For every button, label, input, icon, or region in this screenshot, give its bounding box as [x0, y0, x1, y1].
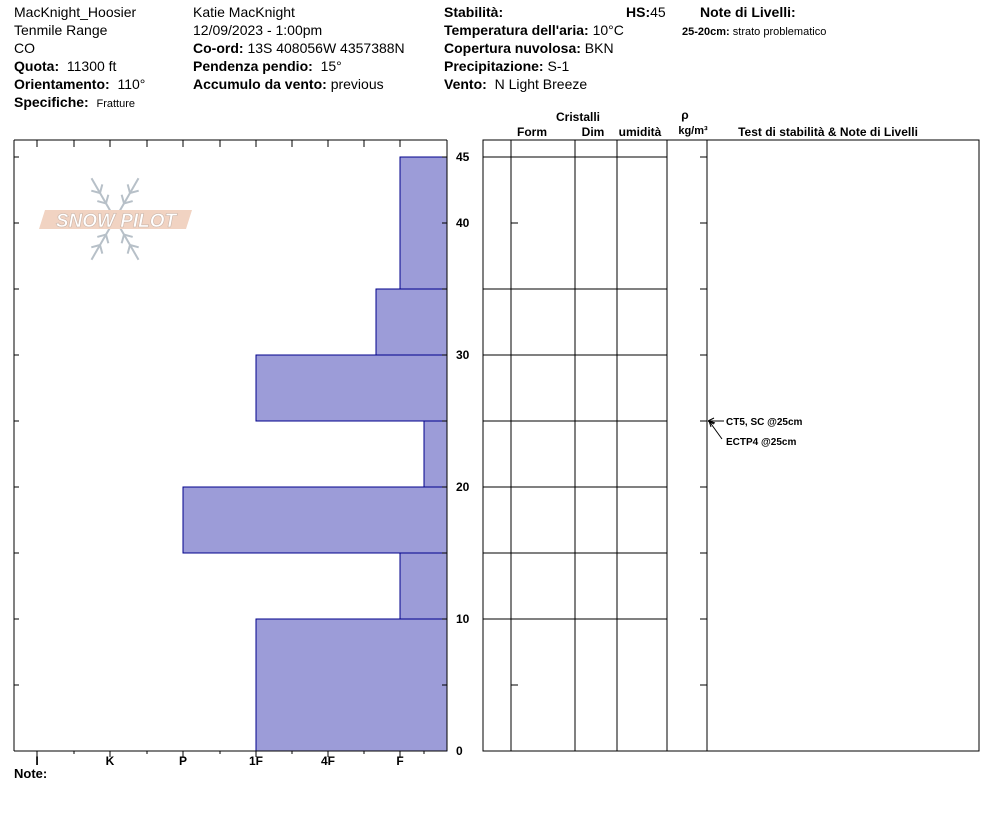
- y-tick-label-40: 40: [456, 216, 470, 230]
- y-tick-label-30: 30: [456, 348, 470, 362]
- x-tick-label-I: I: [35, 754, 39, 768]
- specifics-value: Fratture: [96, 98, 135, 110]
- x-tick-label-4F: 4F: [320, 754, 336, 768]
- elevation-label: Quota:: [14, 58, 60, 74]
- y-tick-label-10: 10: [456, 612, 470, 626]
- col-crystals-heading: Cristalli: [555, 110, 601, 124]
- layer-notes-heading: Note di Livelli:: [700, 4, 796, 20]
- cloud-label: Copertura nuvolosa:: [444, 40, 581, 56]
- col-tests-heading: Test di stabilità & Note di Livelli: [738, 125, 918, 139]
- slope-label: Pendenza pendio:: [193, 58, 313, 74]
- notes-label: Note:: [14, 766, 48, 781]
- hardness-bar-5: [376, 289, 447, 355]
- aspect-value: 110°: [117, 76, 146, 92]
- stability-test-label-1: ECTP4 @25cm: [726, 437, 797, 448]
- y-tick-label-0: 0: [456, 744, 463, 758]
- hs-label: HS:: [626, 4, 651, 20]
- logo-text: SNOW PILOT: [55, 211, 177, 232]
- air-temp-value: 10°C: [592, 22, 624, 38]
- col-dim-heading: Dim: [581, 125, 605, 139]
- hardness-bar-3: [424, 421, 447, 487]
- precip-label: Precipitazione:: [444, 58, 544, 74]
- x-tick-label-F: F: [396, 754, 404, 768]
- y-tick-label-45: 45: [456, 150, 470, 164]
- air-temp-label: Temperatura dell'aria:: [444, 22, 589, 38]
- wind-value: N Light Breeze: [494, 76, 588, 92]
- hardness-bar-6: [400, 157, 447, 289]
- state-name: CO: [14, 40, 35, 56]
- y-tick-label-20: 20: [456, 480, 470, 494]
- specifics-label: Specifiche:: [14, 94, 89, 110]
- observer-name: Katie MacKnight: [193, 4, 295, 20]
- stability-test-label-0: CT5, SC @25cm: [726, 417, 803, 428]
- cloud-value: BKN: [584, 40, 614, 56]
- x-tick-label-K: K: [105, 754, 115, 768]
- wind-loading-label: Accumulo da vento:: [193, 76, 327, 92]
- hardness-bar-0: [256, 619, 447, 751]
- slope-value: 15°: [320, 58, 342, 74]
- coord-label: Co-ord:: [193, 40, 244, 56]
- hs-value: 45: [650, 4, 666, 20]
- hardness-bar-2: [183, 487, 447, 553]
- test-pointer-1: [709, 421, 722, 439]
- aspect-label: Orientamento:: [14, 76, 110, 92]
- hardness-bar-4: [256, 355, 447, 421]
- range-name: Tenmile Range: [14, 22, 108, 38]
- coord-value: 13S 408056W 4357388N: [247, 40, 405, 56]
- layer-note-text: strato problematico: [732, 26, 827, 38]
- observation-datetime: 12/09/2023 - 1:00pm: [193, 22, 323, 38]
- col-moisture-heading: umidità: [618, 125, 662, 139]
- hardness-bar-1: [400, 553, 447, 619]
- wind-loading-value: previous: [330, 76, 384, 92]
- stability-label: Stabilità:: [444, 4, 504, 20]
- wind-label: Vento:: [444, 76, 487, 92]
- col-density-unit: kg/m³: [678, 125, 708, 137]
- layer-note-depth: 25-20cm:: [682, 26, 730, 38]
- x-tick-label-P: P: [178, 754, 188, 768]
- precip-value: S-1: [547, 58, 570, 74]
- col-rho-heading: ρ: [681, 108, 689, 122]
- col-form-heading: Form: [517, 125, 547, 139]
- location-name: MacKnight_Hoosier: [14, 4, 137, 20]
- x-tick-label-1F: 1F: [248, 754, 264, 768]
- elevation-value: 11300 ft: [66, 58, 117, 74]
